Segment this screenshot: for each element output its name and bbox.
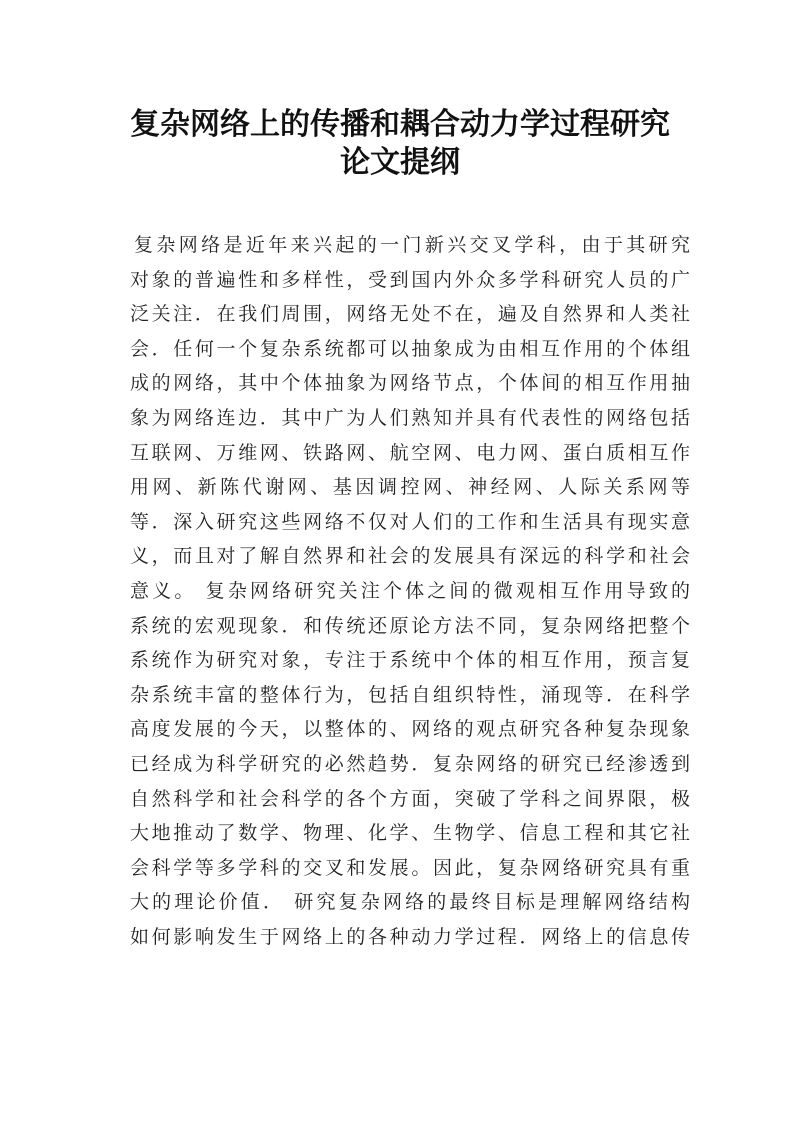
body-line: 大地推动了数学、物理、化学、生物学、信息工程和其它社 bbox=[130, 822, 690, 845]
body-line: 系统作为研究对象，专注于系统中个体的相互作用，预言复 bbox=[130, 649, 690, 672]
document-title-line-1: 复杂网络上的传播和耦合动力学过程研究 bbox=[130, 107, 670, 142]
body-line: 泛关注．在我们周围，网络无处不在，遍及自然界和人类社 bbox=[130, 303, 690, 326]
body-line: 等．深入研究这些网络不仅对人们的工作和生活具有现实意 bbox=[130, 510, 690, 533]
body-line: 高度发展的今天，以整体的、网络的观点研究各种复杂现象 bbox=[130, 718, 690, 741]
body-line: 如何影响发生于网络上的各种动力学过程．网络上的信息传 bbox=[130, 925, 690, 948]
body-line: 象为网络连边．其中广为人们熟知并具有代表性的网络包括 bbox=[130, 406, 690, 429]
body-line: 自然科学和社会科学的各个方面，突破了学科之间界限，极 bbox=[130, 787, 690, 810]
document-title-line-2: 论文提纲 bbox=[340, 145, 460, 180]
body-line: 系统的宏观现象．和传统还原论方法不同，复杂网络把整个 bbox=[130, 614, 690, 637]
body-line: 大的理论价值． 研究复杂网络的最终目标是理解网络结构 bbox=[130, 891, 690, 914]
body-line: 杂系统丰富的整体行为，包括自组织特性，涌现等．在科学 bbox=[130, 683, 690, 706]
body-line: 会科学等多学科的交叉和发展。因此，复杂网络研究具有重 bbox=[130, 856, 690, 879]
body-paragraph bbox=[130, 228, 690, 954]
body-line: 互联网、万维网、铁路网、航空网、电力网、蛋白质相互作 bbox=[130, 441, 690, 464]
body-line: 会．任何一个复杂系统都可以抽象成为由相互作用的个体组 bbox=[130, 337, 690, 360]
body-line: 成的网络，其中个体抽象为网络节点，个体间的相互作用抽 bbox=[130, 372, 690, 395]
body-line: 义，而且对了解自然界和社会的发展具有深远的科学和社会 bbox=[130, 545, 690, 568]
body-line: 对象的普遍性和多样性，受到国内外众多学科研究人员的广 bbox=[130, 268, 690, 291]
body-line: 用网、新陈代谢网、基因调控网、神经网、人际关系网等 bbox=[130, 476, 690, 499]
body-line: 已经成为科学研究的必然趋势．复杂网络的研究已经渗透到 bbox=[130, 752, 690, 775]
body-line: 复杂网络是近年来兴起的一门新兴交叉学科，由于其研究 bbox=[134, 234, 690, 256]
body-line: 意义。 复杂网络研究关注个体之间的微观相互作用导致的 bbox=[130, 579, 690, 602]
